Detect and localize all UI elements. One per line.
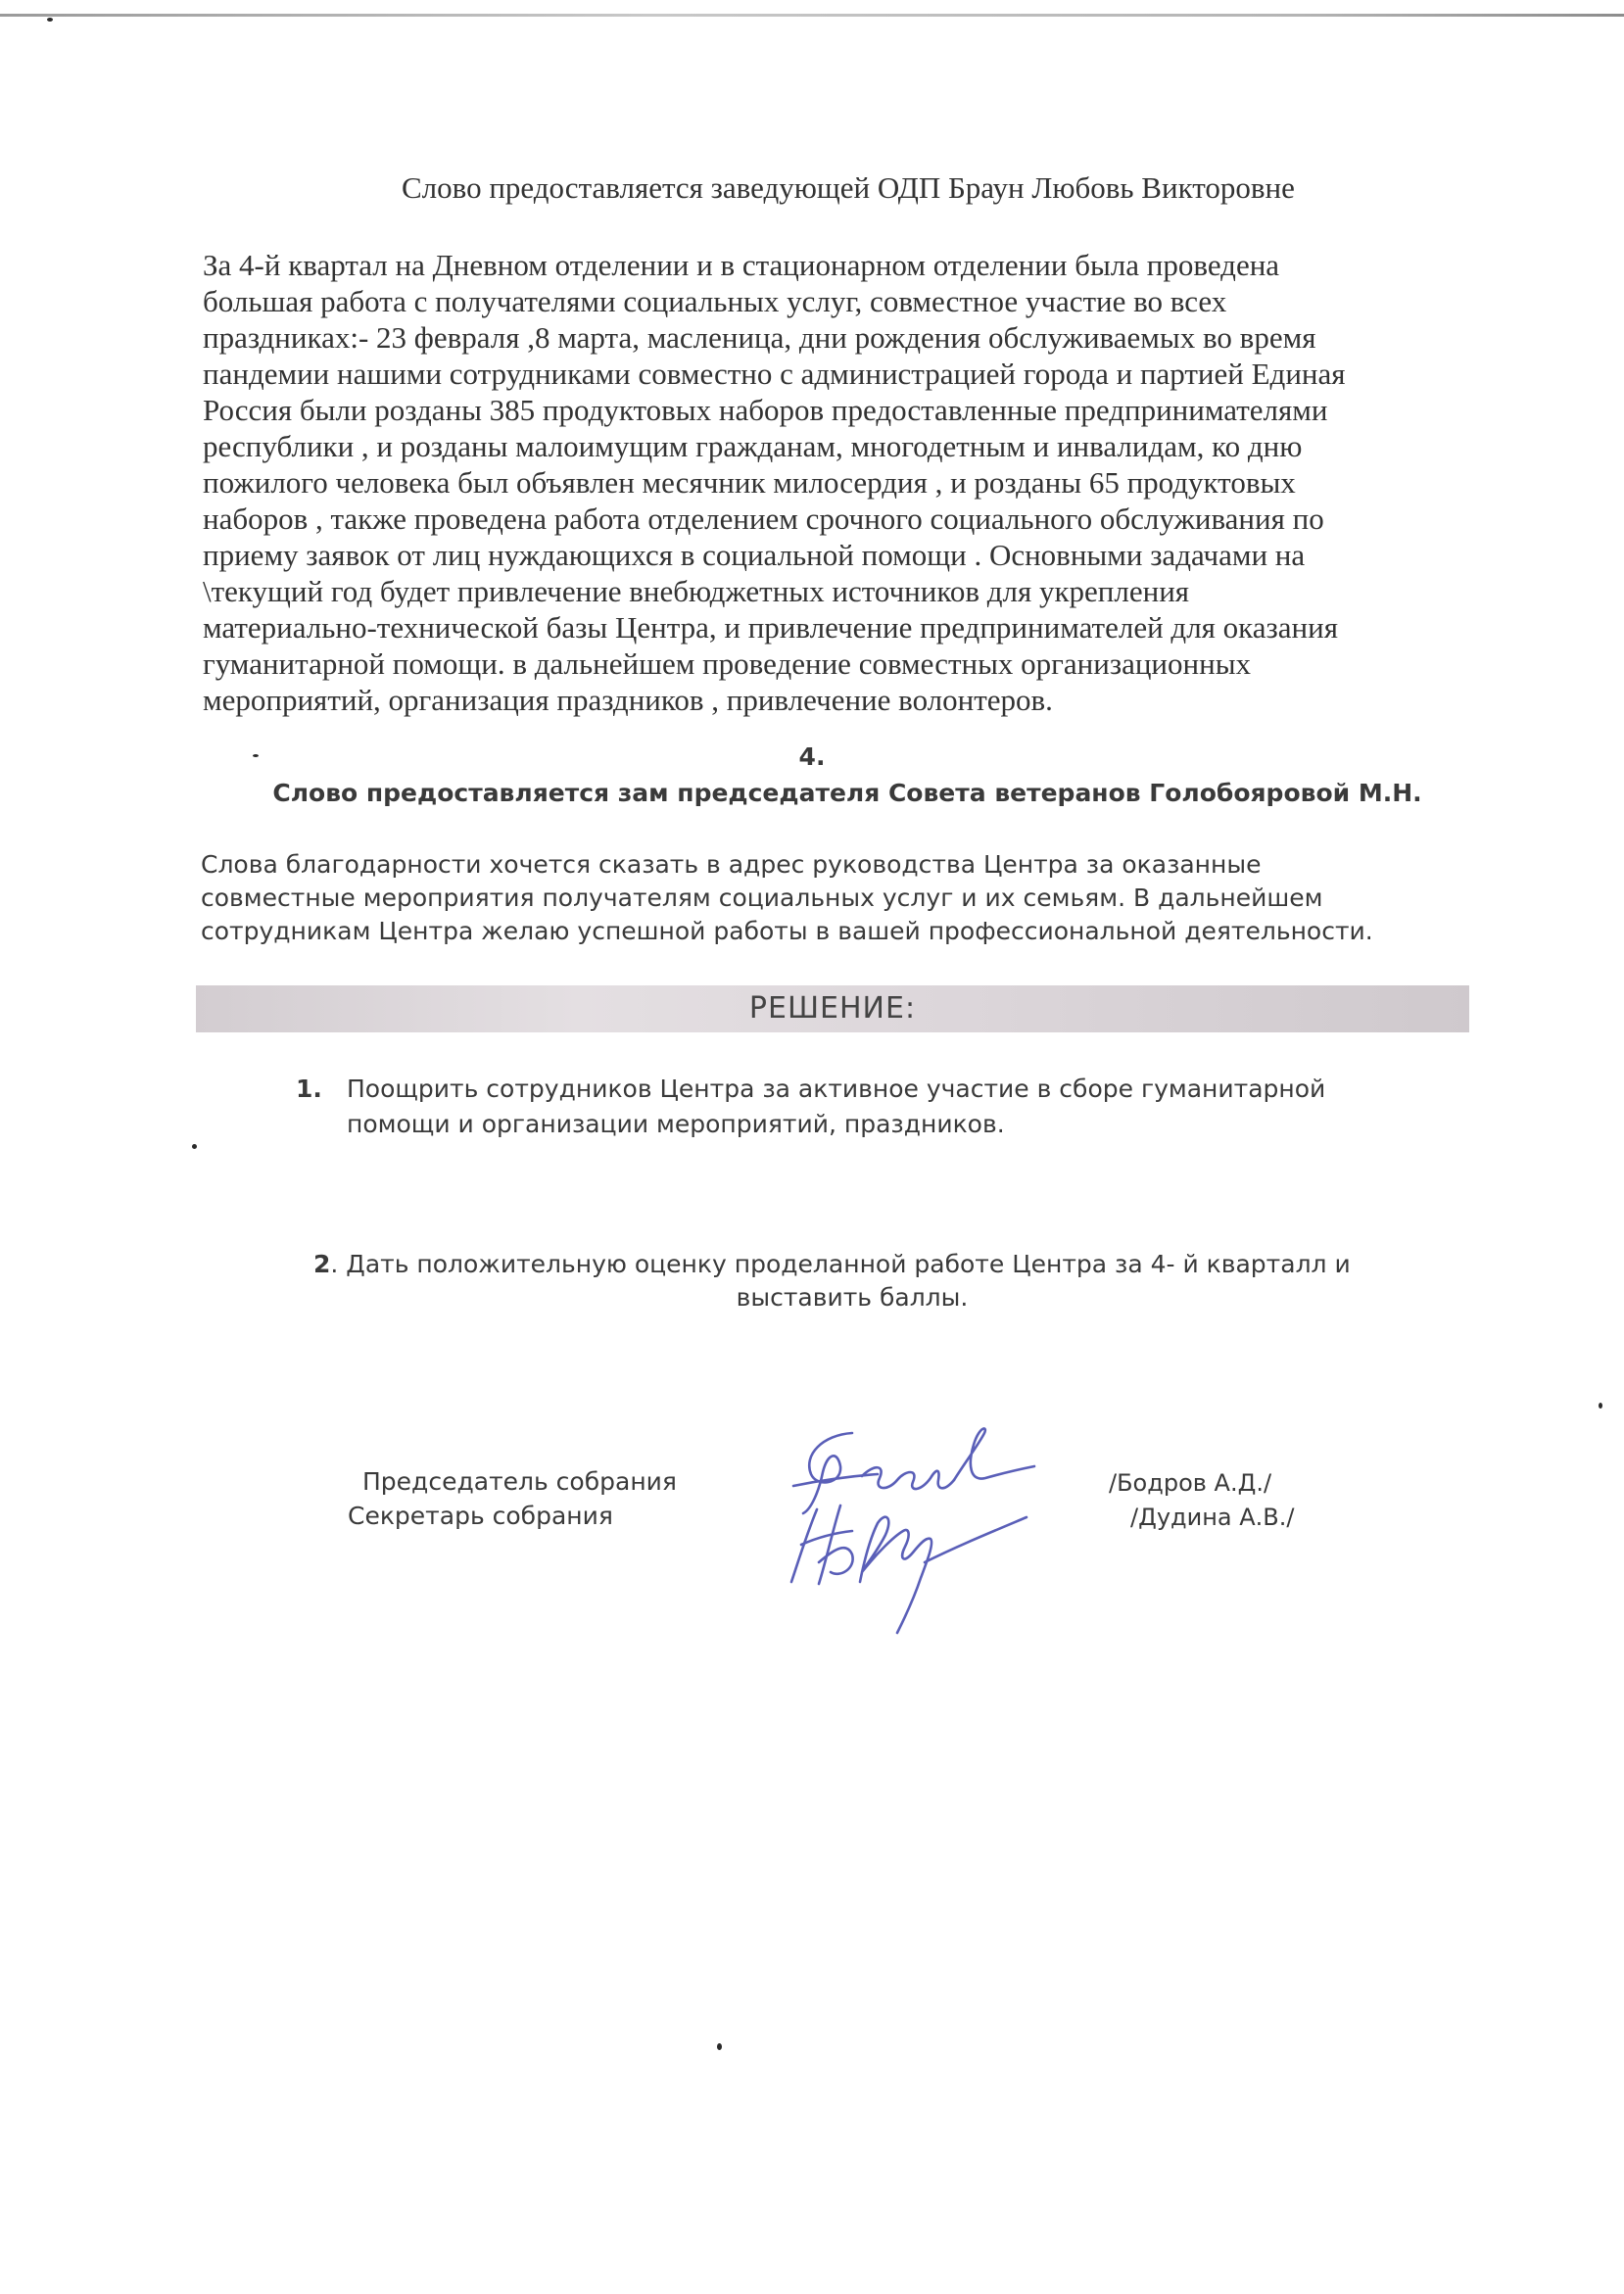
- veterans-line: сотрудникам Центра желаю успешной работы в вашей профессиональной деятельности.: [201, 917, 1373, 945]
- report-line: большая работа с получателями социальных услуг, совместное участие во всех: [203, 284, 1227, 318]
- intro-heading: Слово предоставляется заведующей ОДП Браун Любовь Викторовне: [402, 170, 1295, 205]
- report-line: Россия были розданы 385 продуктовых наборов предоставленные предпринимателями: [203, 393, 1328, 427]
- scan-speck: [1599, 1403, 1602, 1409]
- report-line: республики , и розданы малоимущим гражданам, многодетным и инвалидам, ко дню: [203, 429, 1303, 463]
- report-line: наборов , также проведена работа отделением срочного социального обслуживания по: [203, 502, 1324, 536]
- decision-title: РЕШЕНИЕ:: [748, 991, 917, 1026]
- section-number: 4.: [798, 742, 826, 771]
- report-line: \текущий год будет привлечение внебюджетных источников для укрепления: [203, 574, 1190, 608]
- secretary-signature: [791, 1505, 1027, 1633]
- veterans-line: совместные мероприятия получателям социальных услуг и их семьям. В дальнейшем: [201, 884, 1323, 912]
- decision-item-line: Поощрить сотрудников Центра за активное участие в сборе гуманитарной: [347, 1075, 1326, 1103]
- decision-item-line: помощи и организации мероприятий, праздников.: [347, 1110, 1005, 1138]
- scan-speck: [47, 18, 53, 22]
- report-line: пандемии нашими сотрудниками совместно с администрацией города и партией Единая: [203, 357, 1346, 391]
- scan-speck: [717, 2043, 722, 2050]
- veterans-paragraph: [201, 848, 1373, 948]
- section-heading: Слово предоставляется зам председателя Совета ветеранов Голобояровой М.Н.: [272, 779, 1422, 807]
- report-line: гуманитарной помощи. в дальнейшем проведение совместных организационных: [203, 646, 1252, 681]
- report-paragraph: [203, 247, 1476, 718]
- decision-banner: [196, 985, 1469, 1032]
- report-line: За 4-й квартал на Дневном отделении и в стационарном отделении была проведена: [203, 248, 1280, 282]
- report-line: приему заявок от лиц нуждающихся в социальной помощи . Основными задачами на: [203, 538, 1306, 572]
- scan-speck: [192, 1144, 197, 1149]
- chair-role-label: Председатель собрания: [362, 1467, 677, 1496]
- veterans-line: Слова благодарности хочется сказать в адрес руководства Центра за оказанные: [201, 850, 1262, 879]
- handwritten-signatures: [784, 1415, 1077, 1650]
- report-line: материально-технической базы Центра, и привлечение предпринимателей для оказания: [203, 610, 1338, 645]
- report-line: мероприятий, организация праздников , привлечение волонтеров.: [203, 683, 1053, 717]
- decision-item-number: 2: [313, 1250, 331, 1278]
- chair-name: /Бодров А.Д./: [1109, 1469, 1272, 1497]
- secretary-role-label: Секретарь собрания: [348, 1502, 613, 1530]
- decision-item-2-continuation: выставить баллы.: [736, 1283, 969, 1312]
- scan-edge: [0, 14, 1624, 17]
- decision-item-text: [347, 1072, 1325, 1142]
- report-line: праздниках:- 23 февраля ,8 марта, масленица, дни рождения обслуживаемых во время: [203, 320, 1316, 355]
- report-line: пожилого человека был объявлен месячник милосердия , и розданы 65 продуктовых: [203, 465, 1296, 500]
- chair-signature: [793, 1428, 1034, 1513]
- decision-item-2: [313, 1248, 1351, 1281]
- secretary-name: /Дудина А.В./: [1130, 1504, 1295, 1531]
- decision-item-number: 1.: [296, 1075, 322, 1103]
- decision-item-text: . Дать положительную оценку проделанной работе Центра за 4- й кварталл и: [330, 1250, 1351, 1278]
